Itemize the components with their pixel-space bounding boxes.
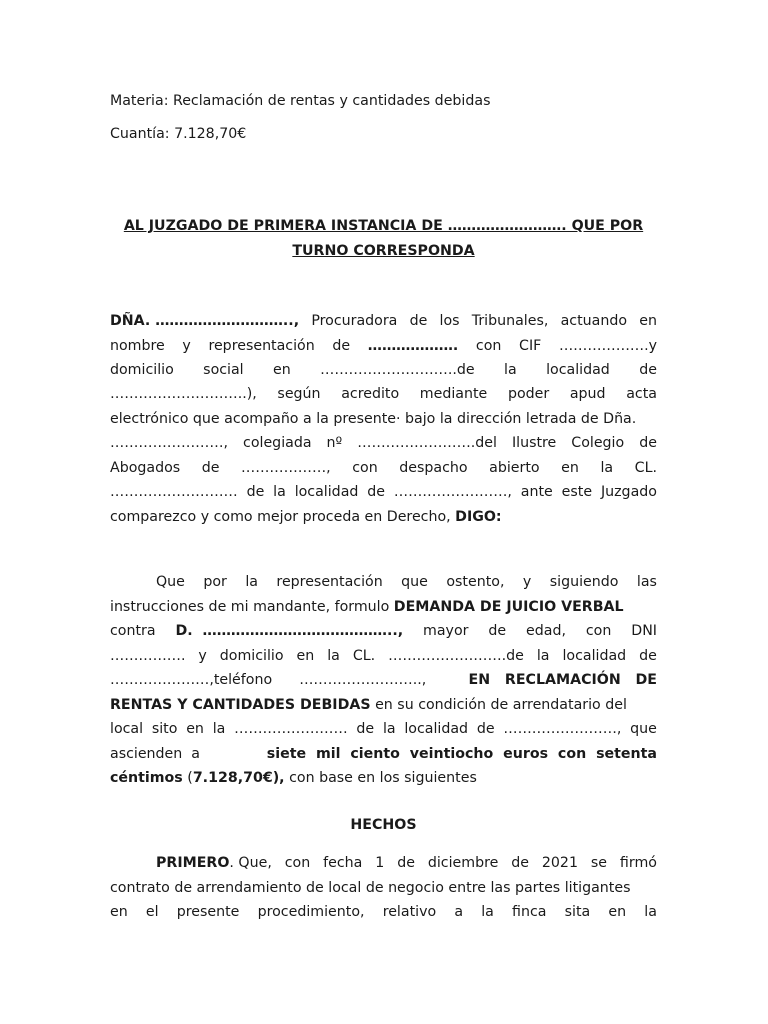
word: de — [246, 484, 265, 500]
word: en — [273, 362, 291, 378]
word: de — [639, 648, 657, 664]
p2-line — [110, 647, 657, 665]
text-run: ascienden a — [110, 746, 210, 762]
claim-heading: RENTAS Y CANTIDADES DEBIDAS — [110, 697, 371, 713]
word: localidad — [404, 721, 469, 737]
word: siguiendo — [549, 574, 619, 590]
word: DNI — [631, 623, 657, 639]
word: la — [600, 460, 614, 476]
word: 1 — [375, 855, 385, 871]
word: mediante — [419, 386, 488, 402]
word: ostento, — [446, 574, 505, 590]
word: representación — [276, 574, 383, 590]
word: ……………………, — [110, 435, 229, 451]
p1-line — [110, 459, 657, 477]
word: …………………….del — [357, 435, 497, 451]
word: mayor — [423, 623, 469, 639]
p2-line — [110, 573, 657, 591]
word: contra — [110, 623, 156, 639]
materia-line: Materia: Reclamación de rentas y cantidades debidas — [110, 93, 491, 109]
word: Abogados — [110, 460, 181, 476]
word: finca — [512, 904, 547, 920]
word: la — [273, 484, 286, 500]
word: con — [352, 460, 378, 476]
word: sito — [151, 721, 178, 737]
p1-line — [110, 337, 657, 355]
word: se — [590, 855, 608, 871]
p2-line — [110, 598, 657, 616]
word: diciembre — [427, 855, 499, 871]
p1-line — [110, 385, 657, 403]
word: presente — [176, 904, 240, 920]
p1-line — [110, 483, 657, 501]
word: ……………………, — [393, 484, 512, 500]
word: de — [367, 484, 386, 500]
primero-line: contrato de arrendamiento de local de negocio entre las partes litigantes — [110, 880, 631, 896]
word: acredito — [341, 386, 400, 402]
word: de — [488, 623, 507, 639]
cuantia-line: Cuantía: 7.128,70€ — [110, 126, 247, 142]
word: edad, — [526, 623, 566, 639]
text-run: ( — [182, 770, 193, 786]
word: ……………………, — [503, 721, 622, 737]
word: de — [476, 721, 495, 737]
word: ………………. — [367, 338, 459, 354]
amount-figure: 7.128,70€), — [192, 770, 285, 786]
word: 2021 — [541, 855, 578, 871]
word: la — [245, 574, 258, 590]
p1-line — [110, 434, 657, 452]
court-heading-line-2: TURNO CORRESPONDA — [292, 243, 475, 259]
word: domicilio — [110, 362, 174, 378]
word: que — [630, 721, 657, 737]
word: de — [409, 313, 428, 329]
word: CL. — [352, 648, 376, 664]
word: relativo — [382, 904, 437, 920]
word: de — [356, 721, 375, 737]
word: las — [636, 574, 657, 590]
defendant-name: D. ………………………………….., — [175, 623, 404, 639]
word: ante — [520, 484, 553, 500]
p2-line — [110, 720, 657, 738]
word: domicilio — [219, 648, 284, 664]
word: en — [110, 904, 128, 920]
word: que — [401, 574, 428, 590]
p1-line — [110, 361, 657, 379]
court-heading-line-1: AL JUZGADO DE PRIMERA INSTANCIA DE ……………………. QUE POR — [123, 218, 644, 234]
word: en — [608, 904, 627, 920]
primero-line — [110, 903, 657, 921]
amount-words: céntimos — [110, 770, 183, 786]
word: …………………….de — [388, 648, 524, 664]
word: en — [186, 721, 204, 737]
word: despacho — [399, 460, 468, 476]
word: firmó — [619, 855, 657, 871]
word: …………………… — [234, 721, 348, 737]
word: la — [481, 904, 494, 920]
text-run: …………………,teléfono …………………….., — [110, 672, 427, 688]
text-run: en su condición de arrendatario del — [370, 697, 627, 713]
word: Ilustre — [511, 435, 557, 451]
word: poder — [507, 386, 550, 402]
word: con — [284, 855, 311, 871]
word: ………………………..de — [320, 362, 475, 378]
claim-heading: EN RECLAMACIÓN DE — [468, 672, 657, 688]
p1-line — [110, 508, 657, 526]
word: de — [639, 362, 657, 378]
word: y — [522, 574, 532, 590]
word: ……………….y — [558, 338, 657, 354]
word: apud — [569, 386, 606, 402]
word: la — [327, 648, 340, 664]
word: de — [511, 855, 529, 871]
p2-line — [110, 622, 657, 640]
word: Que — [156, 574, 185, 590]
word: ……………. — [110, 648, 186, 664]
word: localidad — [294, 484, 359, 500]
word: actuando — [560, 313, 628, 329]
word: representación — [208, 338, 315, 354]
word: ………………, — [241, 460, 331, 476]
word: de — [332, 338, 351, 354]
p2-line — [110, 769, 657, 787]
digo-label: DIGO: — [455, 509, 502, 525]
word: por — [203, 574, 227, 590]
p2-line — [110, 696, 657, 714]
word: y — [182, 338, 191, 354]
word: con — [585, 623, 612, 639]
word: nombre — [110, 338, 165, 354]
word: abierto — [489, 460, 540, 476]
word: localidad — [546, 362, 610, 378]
word: los — [439, 313, 460, 329]
word: Colegio — [571, 435, 625, 451]
word: CL. — [634, 460, 657, 476]
word: fecha — [323, 855, 363, 871]
word: en — [561, 460, 579, 476]
word: según — [277, 386, 321, 402]
word: social — [203, 362, 244, 378]
word: sita — [564, 904, 591, 920]
p1-line — [110, 312, 657, 330]
demand-type: DEMANDA DE JUICIO VERBAL — [393, 599, 624, 615]
word: la — [212, 721, 226, 737]
word: de — [639, 435, 657, 451]
word: . Que, — [229, 855, 272, 871]
word: ………………………..), — [110, 386, 257, 402]
word: de — [201, 460, 220, 476]
word: DÑA. ……………………….., — [110, 313, 300, 329]
word: CIF — [519, 338, 542, 354]
text-run: instrucciones de mi mandante, formulo — [110, 599, 394, 615]
word: el — [145, 904, 159, 920]
word: la — [504, 362, 517, 378]
word: la — [644, 904, 657, 920]
hechos-heading: HECHOS — [350, 817, 417, 833]
word: este — [561, 484, 593, 500]
p2-line — [110, 745, 657, 763]
word: nº — [326, 435, 343, 451]
primero-line — [110, 854, 657, 872]
primero-label: PRIMERO — [156, 855, 230, 871]
word: procedimiento, — [257, 904, 365, 920]
text-run: comparezco y como mejor proceda en Derecho, — [110, 509, 456, 525]
word: ……………………… — [110, 484, 238, 500]
word: en — [296, 648, 315, 664]
word: la — [382, 721, 396, 737]
text-run: con base en los siguientes — [284, 770, 477, 786]
word: localidad — [562, 648, 627, 664]
p2-line — [110, 671, 657, 689]
word: a — [454, 904, 464, 920]
amount-words: siete mil ciento veintiocho euros con setenta — [266, 746, 657, 762]
word: acta — [626, 386, 657, 402]
word: Procuradora — [311, 313, 398, 329]
word: Juzgado — [600, 484, 657, 500]
word: local — [110, 721, 144, 737]
word: en — [639, 313, 657, 329]
word: la — [536, 648, 550, 664]
word: con — [475, 338, 502, 354]
word: y — [198, 648, 207, 664]
word: de — [397, 855, 415, 871]
word: Tribunales, — [471, 313, 549, 329]
word: colegiada — [243, 435, 312, 451]
p1-line: electrónico que acompaño a la presente· bajo la dirección letrada de Dña. — [110, 411, 637, 427]
